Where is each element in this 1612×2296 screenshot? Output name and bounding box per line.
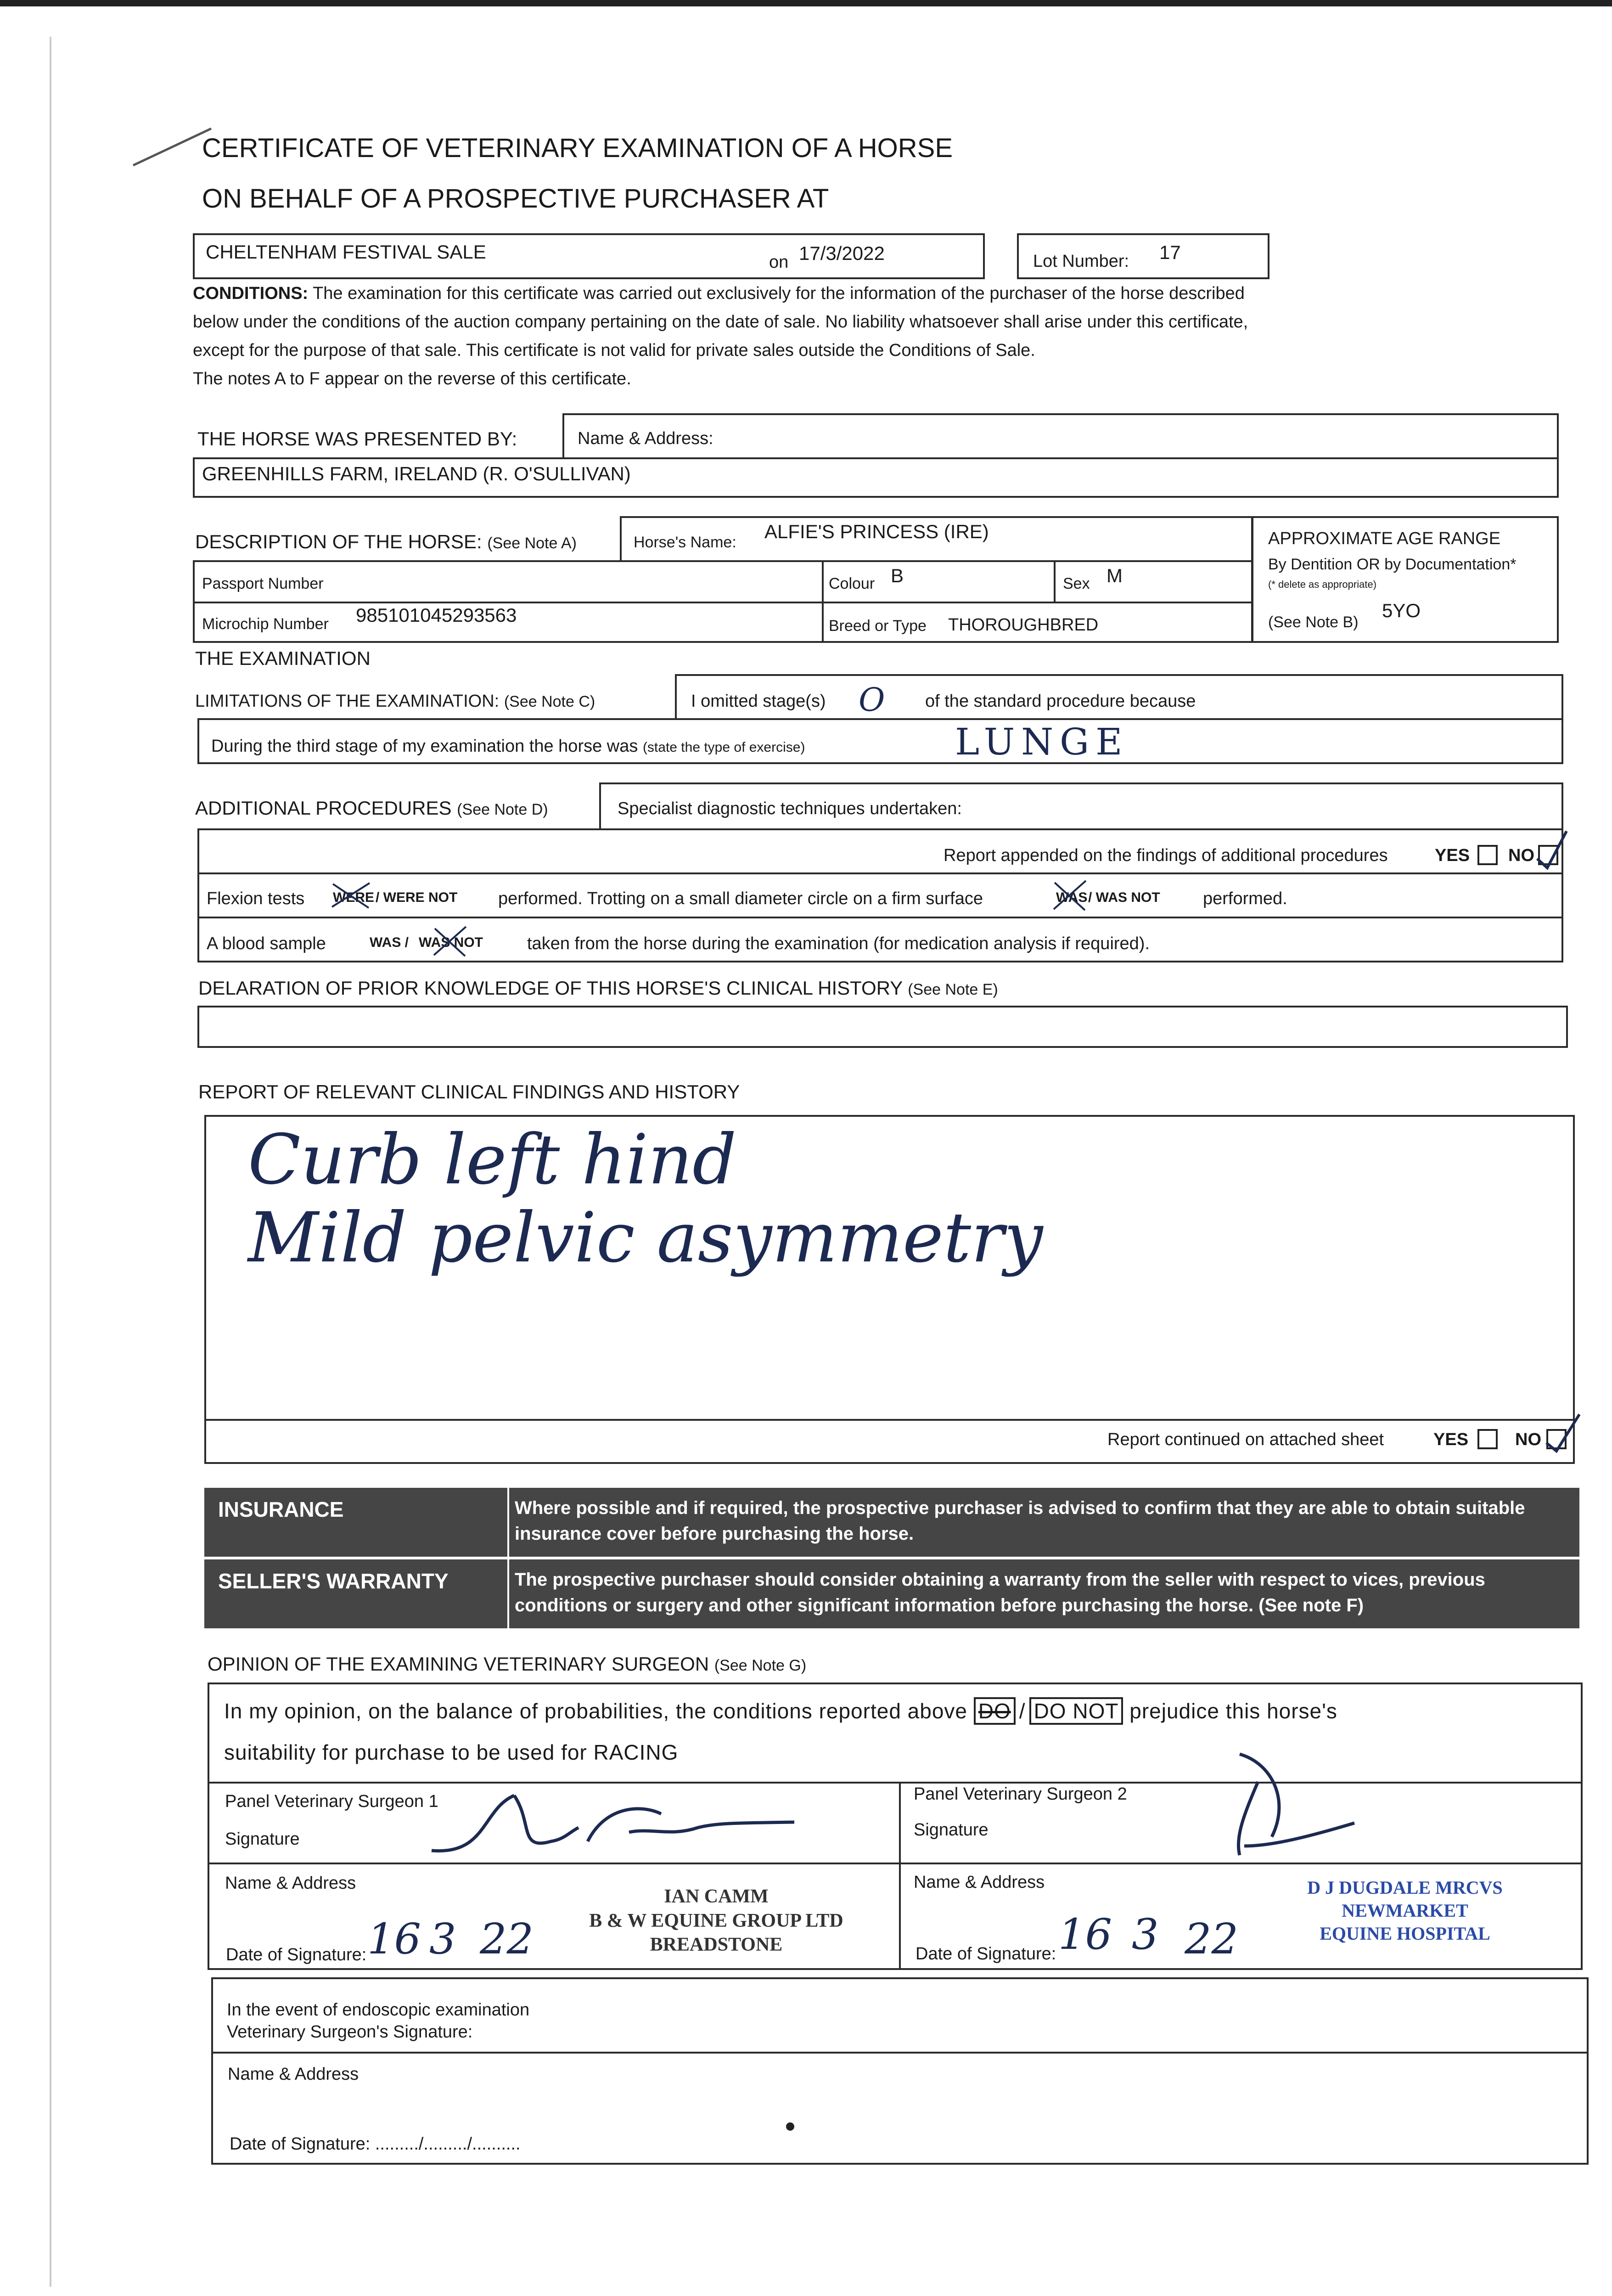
report-continued-divider xyxy=(204,1419,1575,1421)
opinion-do: DO xyxy=(974,1697,1016,1725)
additional-note: (See Note D) xyxy=(457,801,548,818)
horse-name-value: ALFIE'S PRINCESS (IRE) xyxy=(764,521,989,542)
examination-label: THE EXAMINATION xyxy=(195,647,371,669)
microchip-value: 985101045293563 xyxy=(356,604,517,626)
insurance-line-2: insurance cover before purchasing the horse. xyxy=(515,1524,914,1544)
surgeon1-panel-label: Panel Veterinary Surgeon 1 xyxy=(225,1792,438,1811)
report-continued-label: Report continued on attached sheet xyxy=(1107,1430,1384,1449)
surgeon2-panel-label: Panel Veterinary Surgeon 2 xyxy=(914,1784,1127,1804)
trot-was: WAS xyxy=(1056,890,1088,905)
breed-value: THOROUGHBRED xyxy=(948,615,1099,635)
warranty-text-cell xyxy=(507,1559,1579,1628)
endoscopic-line-2: Veterinary Surgeon's Signature: xyxy=(227,2022,473,2042)
left-edge xyxy=(50,37,51,2287)
opinion-line xyxy=(208,1653,806,1675)
surgeon1-date-y: 22 xyxy=(480,1914,534,1964)
opinion-slash: / xyxy=(1019,1699,1026,1723)
sale-name: CHELTENHAM FESTIVAL SALE xyxy=(206,241,486,263)
opinion-line-2: suitability for purchase to be used for RACING xyxy=(224,1740,679,1764)
omitted-suffix: of the standard procedure because xyxy=(925,692,1196,711)
declaration-box xyxy=(197,1006,1568,1048)
age-note: (See Note B) xyxy=(1268,613,1359,631)
sale-date: 17/3/2022 xyxy=(799,242,885,264)
age-title: APPROXIMATE AGE RANGE xyxy=(1268,529,1501,548)
report-no-tick-icon xyxy=(1543,1410,1584,1456)
warranty-line-1: The prospective purchaser should consider obtaining a warranty from the seller with respect to vices, previous xyxy=(515,1570,1485,1590)
surgeon1-signature-label: Signature xyxy=(225,1829,300,1849)
report-line-1: Curb left hind xyxy=(248,1120,737,1200)
limitations-line xyxy=(195,692,595,712)
age-delete-note: (* delete as appropriate) xyxy=(1268,579,1377,590)
description-note: (See Note A) xyxy=(487,535,577,552)
colour-value: B xyxy=(891,565,904,586)
omitted-value: O xyxy=(859,681,885,719)
surgeon2-stamp xyxy=(1276,1876,1533,1945)
third-stage-value: LUNGE xyxy=(955,720,1129,763)
sex-label: Sex xyxy=(1063,575,1090,592)
limitations-note: (See Note C) xyxy=(504,693,595,710)
surgeon1-name-label: Name & Address xyxy=(225,1874,356,1893)
conditions-line-4: The notes A to F appear on the reverse of this certificate. xyxy=(193,369,631,388)
insurance-text-cell xyxy=(507,1488,1579,1557)
declaration-note: (See Note E) xyxy=(908,981,998,998)
declaration-label: DELARATION OF PRIOR KNOWLEDGE OF THIS HORSE'S CLINICAL HISTORY xyxy=(198,977,903,999)
trot-was-not: / WAS NOT xyxy=(1088,890,1160,905)
third-stage-label: During the third stage of my examination the horse was xyxy=(211,737,638,756)
report-no-label: NO xyxy=(1515,1430,1541,1449)
surgeon1-stamp-line-2: B & W EQUINE GROUP LTD xyxy=(589,1910,843,1931)
conditions-text-1: The examination for this certificate was carried out exclusively for the information of the purchaser of the horse described xyxy=(308,284,1245,303)
third-stage-line xyxy=(211,737,805,757)
sex-value: M xyxy=(1106,565,1123,586)
age-sub: By Dentition OR by Documentation* xyxy=(1268,556,1517,573)
report-yes-label: YES xyxy=(1433,1430,1469,1449)
presented-value: GREENHILLS FARM, IRELAND (R. O'SULLIVAN) xyxy=(202,463,631,484)
title-line-1: CERTIFICATE OF VETERINARY EXAMINATION OF A HORSE xyxy=(202,133,953,163)
report-label: REPORT OF RELEVANT CLINICAL FINDINGS AND HISTORY xyxy=(198,1081,740,1103)
surgeon2-stamp-line-2: NEWMARKET xyxy=(1342,1900,1468,1921)
breed-label: Breed or Type xyxy=(829,617,927,635)
additional-no-tick-icon xyxy=(1533,827,1570,872)
blood-was-not-cross-icon xyxy=(429,923,471,960)
ink-dot xyxy=(786,2122,794,2131)
flexion-were-not: / WERE NOT xyxy=(376,890,458,905)
warranty-label-cell xyxy=(204,1559,507,1628)
surgeon1-stamp xyxy=(560,1885,872,1957)
surgeon1-stamp-line-3: BREADSTONE xyxy=(650,1934,783,1955)
trot-performed: performed. xyxy=(1203,889,1287,908)
lot-value: 17 xyxy=(1159,242,1181,263)
surgeon1-date-label: Date of Signature: xyxy=(226,1945,367,1964)
blood-label: A blood sample xyxy=(207,934,326,953)
description-grid-sex-divider xyxy=(1054,560,1056,602)
third-stage-note: (state the type of exercise) xyxy=(642,740,805,755)
insurance-label-cell xyxy=(204,1488,507,1557)
flexion-were: WERE xyxy=(333,890,374,905)
additional-line xyxy=(195,797,548,819)
additional-yes-checkbox[interactable] xyxy=(1477,845,1498,865)
description-grid-row-divider xyxy=(193,602,1253,603)
surgeon2-signature-label: Signature xyxy=(914,1820,989,1840)
flexion-mid: performed. Trotting on a small diameter circle on a firm surface xyxy=(498,889,983,908)
presented-name-address-label: Name & Address: xyxy=(578,429,713,448)
endoscopic-divider xyxy=(211,2052,1589,2054)
additional-no-label: NO xyxy=(1508,846,1534,865)
description-label: DESCRIPTION OF THE HORSE: xyxy=(195,531,482,552)
surgeons-col-divider xyxy=(899,1782,901,1970)
specialist-label: Specialist diagnostic techniques undertaken: xyxy=(618,799,962,818)
endoscopic-name-label: Name & Address xyxy=(228,2065,359,2084)
opinion-text-1b: prejudice this horse's xyxy=(1129,1699,1337,1723)
trot-was-cross-icon xyxy=(1049,877,1090,914)
presented-label: THE HORSE WAS PRESENTED BY: xyxy=(197,428,517,450)
blood-suffix: taken from the horse during the examination (for medication analysis if required). xyxy=(527,934,1150,953)
additional-report-label: Report appended on the findings of additional procedures xyxy=(944,846,1388,865)
surgeon2-date-d: 16 xyxy=(1058,1910,1112,1959)
insurance-line-1: Where possible and if required, the prospective purchaser is advised to confirm that they are able to obtain suitable xyxy=(515,1498,1525,1518)
microchip-label: Microchip Number xyxy=(202,615,329,633)
description-line xyxy=(195,531,577,553)
opinion-text-1a: In my opinion, on the balance of probabilities, the conditions reported above xyxy=(224,1699,968,1723)
warranty-label: SELLER'S WARRANTY xyxy=(218,1569,449,1593)
blood-was: WAS / xyxy=(370,935,409,950)
surgeon2-date-label: Date of Signature: xyxy=(916,1944,1056,1964)
opinion-note: (See Note G) xyxy=(714,1657,807,1674)
surgeon1-date-m: 3 xyxy=(429,1914,456,1964)
flexion-were-cross-icon xyxy=(328,879,374,912)
conditions-line-3: except for the purpose of that sale. This certificate is not valid for private sales outside the Conditions of Sale. xyxy=(193,341,1035,360)
title-line-2: ON BEHALF OF A PROSPECTIVE PURCHASER AT xyxy=(202,184,829,214)
report-line-2: Mild pelvic asymmetry xyxy=(248,1198,1043,1278)
passport-label: Passport Number xyxy=(202,575,324,592)
pen-mark-icon xyxy=(129,119,220,174)
blood-was-not: WAS NOT xyxy=(419,935,483,950)
opinion-line-1 xyxy=(224,1699,1337,1723)
surgeon2-date-m: 3 xyxy=(1132,1910,1159,1959)
surgeon1-signature-icon xyxy=(413,1782,817,1864)
insurance-label: INSURANCE xyxy=(218,1497,344,1521)
surgeon1-stamp-line-1: IAN CAMM xyxy=(664,1886,769,1907)
endoscopic-line-1: In the event of endoscopic examination xyxy=(227,2000,530,2020)
additional-yes-label: YES xyxy=(1435,846,1470,865)
age-value: 5YO xyxy=(1382,600,1421,621)
colour-label: Colour xyxy=(829,575,875,592)
surgeon1-date-d: 16 xyxy=(367,1914,421,1964)
surgeon2-stamp-line-3: EQUINE HOSPITAL xyxy=(1320,1923,1490,1944)
lot-label: Lot Number: xyxy=(1033,252,1129,271)
surgeon2-stamp-line-1: D J DUGDALE MRCVS xyxy=(1307,1877,1503,1898)
opinion-label: OPINION OF THE EXAMINING VETERINARY SURGEON xyxy=(208,1653,709,1675)
conditions-line-1 xyxy=(193,284,1245,304)
surgeon2-date-y: 22 xyxy=(1185,1914,1239,1964)
surgeon2-name-label: Name & Address xyxy=(914,1873,1045,1892)
warranty-line-2: conditions or surgery and other significant information before purchasing the horse. (See note F) xyxy=(515,1595,1364,1615)
report-yes-checkbox[interactable] xyxy=(1477,1429,1498,1449)
flexion-label: Flexion tests xyxy=(207,889,305,908)
endoscopic-date-label: Date of Signature: ........./........./.......... xyxy=(230,2134,521,2154)
conditions-line-2: below under the conditions of the auction company pertaining on the date of sale. No liability whatsoever shall arise under this certificate, xyxy=(193,312,1248,332)
opinion-do-not: DO NOT xyxy=(1029,1697,1123,1725)
declaration-line xyxy=(198,977,998,999)
sale-on-label: on xyxy=(769,253,789,272)
surgeon2-signature-icon xyxy=(1217,1745,1382,1864)
limitations-label: LIMITATIONS OF THE EXAMINATION: xyxy=(195,692,500,711)
omitted-label: I omitted stage(s) xyxy=(691,692,826,711)
conditions-label: CONDITIONS: xyxy=(193,284,309,303)
description-grid-col-divider xyxy=(822,560,824,643)
top-edge xyxy=(0,0,1612,6)
horse-name-label: Horse's Name: xyxy=(634,534,736,551)
additional-label: ADDITIONAL PROCEDURES xyxy=(195,797,452,819)
limitations-divider xyxy=(675,674,677,720)
